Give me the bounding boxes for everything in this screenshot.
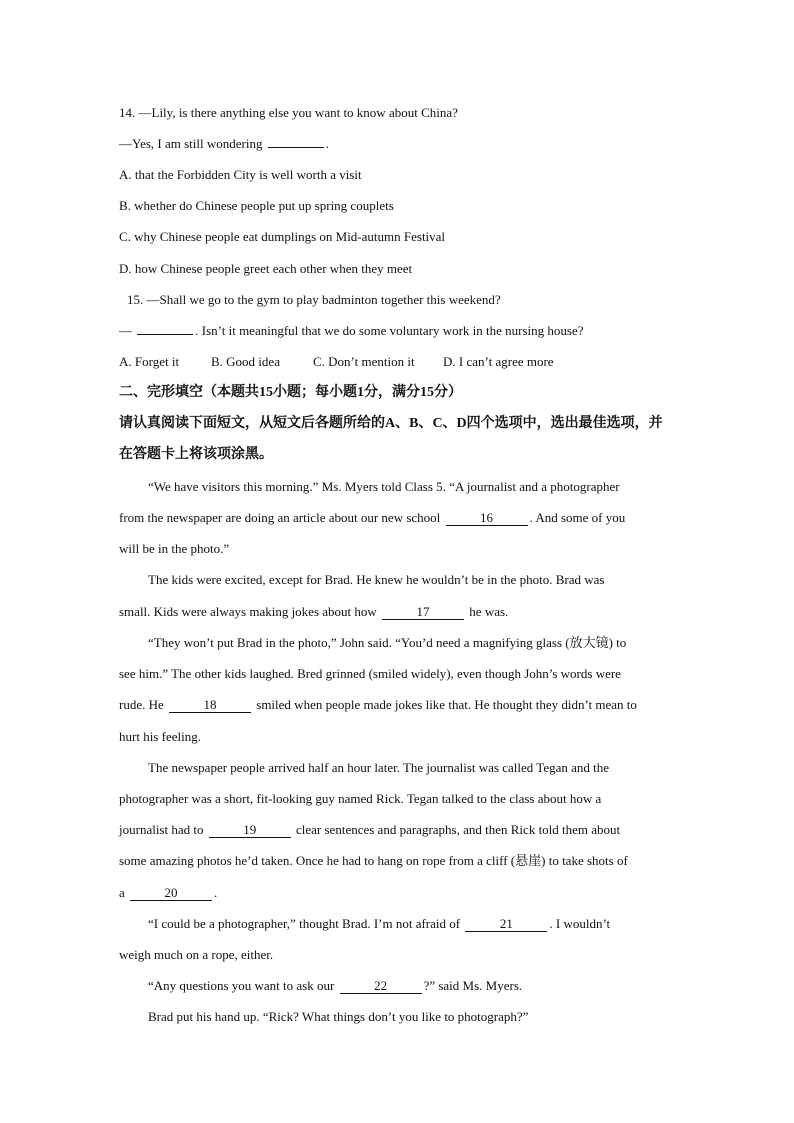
- passage-line: [119, 822, 620, 838]
- q15-option-d: D. I can’t agree more: [443, 354, 554, 369]
- passage-line: The kids were excited, except for Brad. He knew he wouldn’t be in the photo. Brad was: [148, 572, 605, 587]
- passage-text: a: [119, 885, 125, 900]
- blank-17: 17: [382, 605, 464, 620]
- passage-line: [119, 885, 217, 901]
- blank-19: 19: [209, 823, 291, 838]
- passage-line: see him.” The other kids laughed. Bred grinned (smiled widely), even though John’s words were: [119, 666, 621, 681]
- q15-option-a: A. Forget it: [119, 354, 180, 369]
- passage-text: “I could be a photographer,” thought Brad. I’m not afraid of: [148, 916, 461, 931]
- q14-reply: [119, 136, 329, 152]
- passage-text: he was.: [469, 604, 509, 619]
- q15-reply: [119, 323, 584, 339]
- blank-16: 16: [446, 511, 528, 526]
- passage-line: [119, 604, 508, 620]
- q14-answer-blank: [268, 147, 324, 148]
- q15-reply-suffix: . Isn’t it meaningful that we do some voluntary work in the nursing house?: [195, 323, 584, 338]
- passage-line: Brad put his hand up. “Rick? What things don’t you like to photograph?”: [148, 1009, 529, 1024]
- passage-text: smiled when people made jokes like that. He thought they didn’t mean to: [256, 697, 637, 712]
- q14-option-b: B. whether do Chinese people put up spring couplets: [119, 198, 394, 213]
- passage-line: “We have visitors this morning.” Ms. Myers told Class 5. “A journalist and a photographer: [148, 479, 620, 494]
- passage-text: . I wouldn’t: [549, 916, 611, 931]
- q15-question: 15. —Shall we go to the gym to play badminton together this weekend?: [127, 292, 501, 307]
- q14-option-d: D. how Chinese people greet each other when they meet: [119, 261, 413, 276]
- passage-line: The newspaper people arrived half an hour later. The journalist was called Tegan and the: [148, 760, 610, 775]
- passage-text: ?” said Ms. Myers.: [423, 978, 523, 993]
- passage-line: photographer was a short, fit-looking guy named Rick. Tegan talked to the class about how a: [119, 791, 602, 806]
- blank-22: 22: [340, 979, 422, 994]
- q14-question: 14. —Lily, is there anything else you want to know about China?: [119, 105, 458, 120]
- q15-reply-prefix: —: [119, 323, 132, 338]
- q14-reply-suffix: .: [325, 136, 329, 151]
- passage-line: [119, 510, 625, 526]
- passage-line: some amazing photos he’d taken. Once he had to hang on rope from a cliff (悬崖) to take shots of: [119, 853, 628, 868]
- q14-reply-prefix: —Yes, I am still wondering: [119, 136, 263, 151]
- blank-18: 18: [169, 698, 251, 713]
- passage-text: small. Kids were always making jokes about how: [119, 604, 377, 619]
- section-instruction-line1: 请认真阅读下面短文，从短文后各题所给的A、B、C、D四个选项中，选出最佳选项，并: [119, 416, 663, 431]
- passage-text: rude. He: [119, 697, 164, 712]
- passage-text: . And some of you: [529, 510, 626, 525]
- passage-line: [148, 978, 522, 994]
- passage-text: from the newspaper are doing an article about our new school: [119, 510, 441, 525]
- q15-option-b: B. Good idea: [211, 354, 280, 369]
- blank-20: 20: [130, 886, 212, 901]
- passage-line: “They won’t put Brad in the photo,” John said. “You’d need a magnifying glass (放大镜) to: [148, 635, 627, 650]
- q15-answer-blank: [137, 334, 193, 335]
- q15-option-c: C. Don’t mention it: [313, 354, 415, 369]
- section-instruction-line2: 在答题卡上将该项涂黑。: [119, 447, 273, 462]
- q14-option-c: C. why Chinese people eat dumplings on Mid-autumn Festival: [119, 229, 446, 244]
- q15-options: [119, 354, 554, 370]
- passage-line: [119, 697, 637, 713]
- passage-line: will be in the photo.”: [119, 541, 230, 556]
- passage-line: [148, 916, 610, 932]
- blank-21: 21: [465, 917, 547, 932]
- passage-text: “Any questions you want to ask our: [148, 978, 335, 993]
- section-heading: 二、完形填空（本题共15小题；每小题1分，满分15分）: [119, 385, 462, 400]
- passage-text: journalist had to: [119, 822, 204, 837]
- passage-line: weigh much on a rope, either.: [119, 947, 274, 962]
- passage-line: hurt his feeling.: [119, 729, 201, 744]
- passage-text: clear sentences and paragraphs, and then Rick told them about: [296, 822, 621, 837]
- q14-option-a: A. that the Forbidden City is well worth a visit: [119, 167, 362, 182]
- passage-text: .: [214, 885, 218, 900]
